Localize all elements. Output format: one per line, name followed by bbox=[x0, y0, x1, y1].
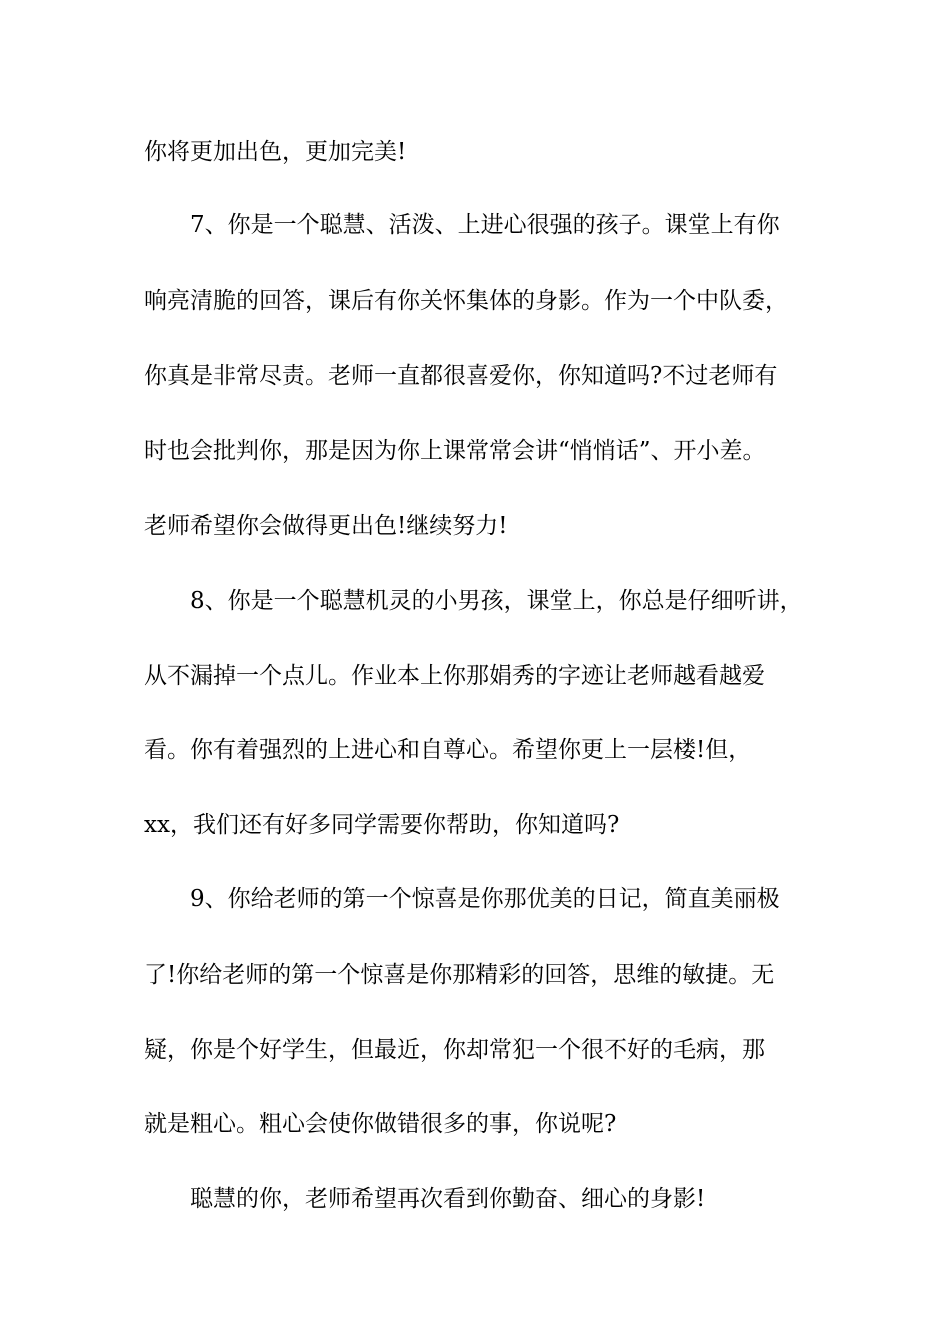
text-line: 时也会批判你，那是因为你上课常常会讲“悄悄话”、开小差。 bbox=[144, 438, 766, 464]
text-line: 你真是非常尽责。老师一直都很喜爱你，你知道吗?不过老师有 bbox=[144, 363, 778, 389]
text-line: 聪慧的你，老师希望再次看到你勤奋、细心的身影! bbox=[190, 1186, 706, 1212]
text-line: 疑，你是个好学生，但最近，你却常犯一个很不好的毛病，那 bbox=[144, 1037, 765, 1063]
text-line: 从不漏掉一个点儿。作业本上你那娟秀的字迹让老师越看越爱 bbox=[144, 663, 765, 689]
text-line: 就是粗心。粗心会使你做错很多的事，你说呢? bbox=[144, 1111, 617, 1137]
text-line: 看。你有着强烈的上进心和自尊心。希望你更上一层楼!但， bbox=[144, 737, 752, 763]
text-line: 响亮清脆的回答，课后有你关怀集体的身影。作为一个中队委， bbox=[144, 288, 788, 314]
text-line: 你将更加出色，更加完美! bbox=[144, 139, 407, 165]
text-line: 老师希望你会做得更出色!继续努力! bbox=[144, 513, 508, 539]
text-line: 9、你给老师的第一个惊喜是你那优美的日记，简直美丽极 bbox=[190, 886, 780, 912]
text-line: 7、你是一个聪慧、活泼、上进心很强的孩子。课堂上有你 bbox=[190, 212, 780, 238]
text-line: 了!你给老师的第一个惊喜是你那精彩的回答，思维的敏捷。无 bbox=[144, 962, 775, 988]
text-line: xx，我们还有好多同学需要你帮助，你知道吗? bbox=[144, 812, 620, 838]
text-line: 8、你是一个聪慧机灵的小男孩，课堂上，你总是仔细听讲， bbox=[190, 588, 803, 614]
